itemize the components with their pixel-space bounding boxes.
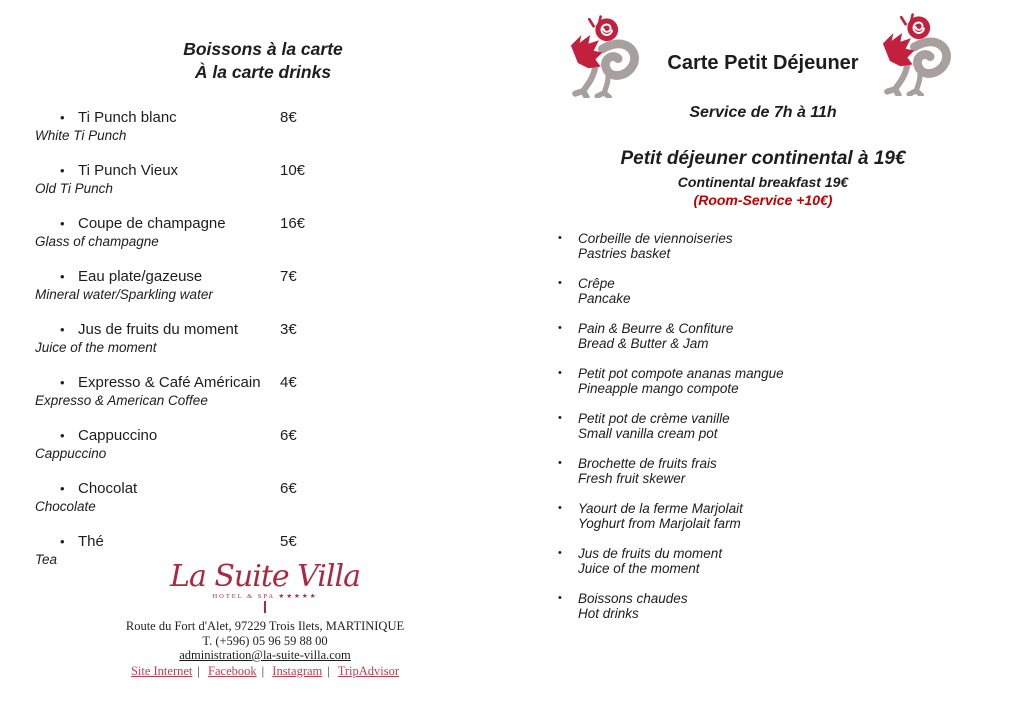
offer-title: Petit déjeuner continental à 19€ (620, 148, 906, 169)
footer-social-link[interactable]: Instagram (272, 663, 323, 678)
breakfast-item-translation: Yoghurt from Marjolait farm (578, 516, 741, 531)
bullet-icon: • (558, 502, 562, 514)
bullet-icon: • (60, 322, 65, 337)
drink-item (0, 479, 470, 516)
breakfast-item-name: Brochette de fruits frais (578, 456, 717, 471)
breakfast-item (558, 456, 998, 486)
drinks-title-en: À la carte drinks (194, 62, 332, 82)
bullet-icon: • (60, 163, 65, 178)
breakfast-item-translation: Hot drinks (578, 606, 639, 621)
drink-item (0, 108, 470, 145)
breakfast-item-name-line (558, 366, 998, 381)
drink-main-line (0, 426, 470, 445)
drink-main-line (0, 214, 470, 233)
breakfast-item-name: Petit pot compote ananas mangue (578, 366, 784, 381)
drink-price: 8€ (280, 109, 297, 126)
footer-social-link[interactable]: Site Internet (130, 663, 193, 678)
drink-price: 5€ (280, 533, 297, 550)
breakfast-item-translation: Pastries basket (578, 246, 671, 261)
breakfast-item (558, 366, 998, 396)
breakfast-item-name: Petit pot de crème vanille (578, 411, 730, 426)
drink-translation: Chocolate (35, 499, 96, 514)
bullet-icon: • (558, 277, 562, 289)
breakfast-item (558, 591, 998, 621)
breakfast-item (558, 321, 998, 351)
breakfast-item-name: Corbeille de viennoiseries (578, 231, 733, 246)
breakfast-list (558, 231, 998, 636)
drink-translation: Expresso & American Coffee (35, 393, 208, 408)
breakfast-item (558, 546, 998, 576)
drink-item (0, 373, 470, 410)
bullet-icon: • (558, 322, 562, 334)
bullet-icon: • (60, 110, 65, 125)
offer-subtitle: Continental breakfast 19€ (677, 174, 849, 190)
breakfast-item-translation: Juice of the moment (578, 561, 700, 576)
link-separator: | (197, 663, 200, 678)
drink-price: 10€ (280, 162, 306, 179)
bullet-icon: • (60, 375, 65, 390)
hotel-logo-stars: ★★★★★ (278, 593, 318, 600)
breakfast-item (558, 231, 998, 261)
drink-price: 16€ (280, 215, 306, 232)
drink-main-line (0, 108, 470, 127)
drink-price: 6€ (280, 480, 297, 497)
drink-main-line (0, 320, 470, 339)
breakfast-item-translation: Fresh fruit skewer (578, 471, 686, 486)
drink-name: Cappuccino (78, 427, 158, 444)
breakfast-item-name: Crêpe (578, 276, 615, 291)
bullet-icon: • (558, 457, 562, 469)
bullet-icon: • (558, 232, 562, 244)
bullet-icon: • (60, 216, 65, 231)
footer (55, 560, 475, 679)
breakfast-item-name-line (558, 411, 998, 426)
drink-name: Ti Punch blanc (78, 109, 177, 126)
drink-price: 3€ (280, 321, 297, 338)
breakfast-title: Carte Petit Déjeuner (667, 52, 859, 74)
bullet-icon: • (60, 481, 65, 496)
bullet-icon: • (60, 269, 65, 284)
service-hours: Service de 7h à 11h (689, 104, 837, 121)
breakfast-item (558, 276, 998, 306)
bullet-icon: • (60, 428, 65, 443)
footer-address: Route du Fort d'Alet, 97229 Trois Ilets, MARTINIQUE (125, 619, 405, 633)
footer-social-link[interactable]: Facebook (208, 663, 257, 678)
drink-name: Eau plate/gazeuse (78, 268, 203, 285)
breakfast-item-name: Jus de fruits du moment (578, 546, 723, 561)
drink-main-line (0, 532, 470, 551)
bullet-icon: • (558, 592, 562, 604)
drink-name: Expresso & Café Américain (78, 374, 261, 391)
breakfast-item-name: Pain & Beurre & Confiture (578, 321, 734, 336)
breakfast-item-name-line (558, 501, 998, 516)
drink-translation: Old Ti Punch (35, 181, 113, 196)
link-separator: | (327, 663, 330, 678)
hotel-logo-subtext (55, 592, 475, 600)
breakfast-item-name-line (558, 321, 998, 336)
hotel-logo-subtext-label: HOTEL & SPA (212, 593, 275, 600)
breakfast-item (558, 501, 998, 531)
breakfast-item-translation: Pancake (578, 291, 631, 306)
hotel-logo: La Suite Villa (170, 559, 360, 594)
drink-name: Ti Punch Vieux (78, 162, 179, 179)
drink-name: Chocolat (78, 480, 138, 497)
footer-social-link[interactable]: TripAdvisor (337, 663, 400, 678)
breakfast-item-name: Yaourt de la ferme Marjolait (578, 501, 743, 516)
footer-links (55, 664, 475, 679)
breakfast-item-name-line (558, 546, 998, 561)
drink-item (0, 320, 470, 357)
bullet-icon: • (60, 534, 65, 549)
drink-price: 7€ (280, 268, 297, 285)
drink-price: 4€ (280, 374, 297, 391)
link-separator: | (261, 663, 265, 678)
drink-item (0, 426, 470, 463)
drink-translation: White Ti Punch (35, 128, 127, 143)
drinks-title-fr: Boissons à la carte (183, 39, 343, 59)
drink-price: 6€ (280, 427, 297, 444)
drink-item (0, 161, 470, 198)
breakfast-item-translation: Small vanilla cream pot (578, 426, 718, 441)
drink-name: Coupe de champagne (78, 215, 226, 232)
drinks-list (0, 108, 470, 585)
drink-name: Thé (78, 533, 104, 550)
breakfast-item (558, 411, 998, 441)
drink-main-line (0, 161, 470, 180)
breakfast-item-name-line (558, 591, 998, 606)
drink-translation: Tea (35, 552, 58, 567)
drink-translation: Cappuccino (35, 446, 107, 461)
footer-phone: T. (+596) 05 96 59 88 00 (202, 633, 328, 648)
drink-translation: Glass of champagne (35, 234, 159, 249)
drink-main-line (0, 373, 470, 392)
drink-main-line (0, 479, 470, 498)
room-service-note: (Room-Service +10€) (693, 192, 833, 208)
drink-translation: Juice of the moment (35, 340, 157, 355)
breakfast-item-name: Boissons chaudes (578, 591, 688, 606)
breakfast-item-translation: Pineapple mango compote (578, 381, 739, 396)
bullet-icon: • (558, 367, 562, 379)
drink-translation: Mineral water/Sparkling water (35, 287, 213, 302)
logo-tick-mark (264, 601, 266, 613)
drink-name: Jus de fruits du moment (78, 321, 239, 338)
bullet-icon: • (558, 547, 562, 559)
footer-email-link[interactable]: administration@la-suite-villa.com (179, 648, 351, 662)
breakfast-item-name-line (558, 231, 998, 246)
breakfast-item-name-line (558, 456, 998, 471)
breakfast-item-translation: Bread & Butter & Jam (578, 336, 709, 351)
drink-main-line (0, 267, 470, 286)
drink-item (0, 267, 470, 304)
bullet-icon: • (558, 412, 562, 424)
drink-item (0, 214, 470, 251)
breakfast-item-name-line (558, 276, 998, 291)
drinks-title (88, 38, 438, 84)
